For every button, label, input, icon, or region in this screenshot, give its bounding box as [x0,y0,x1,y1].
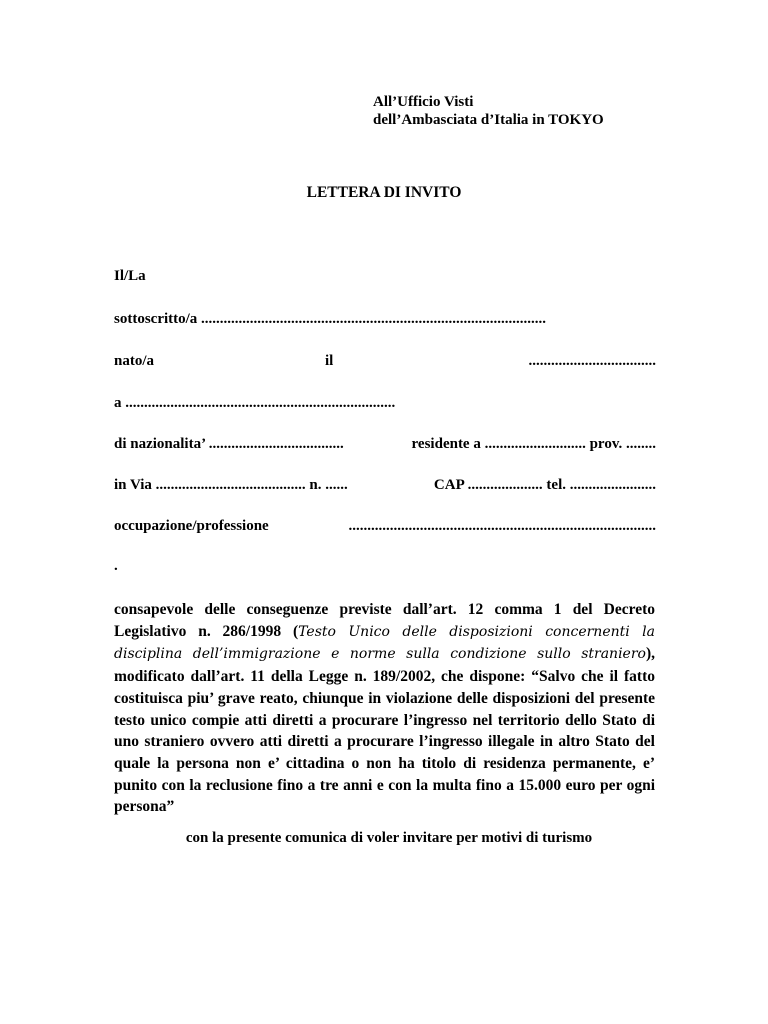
occupazione-dots: .................................................................................. [344,518,656,534]
recipient-line-2: dell’Ambasciata d’Italia in TOKYO [373,112,604,128]
via-field: in Via ........................................ n. ...... [114,477,348,493]
il-label: il [325,353,334,369]
a-field: a ........................................................................ [114,395,396,411]
nazionalita-row [114,436,656,453]
occupazione-label: occupazione/professione [114,518,269,534]
legal-paragraph [114,599,655,818]
via-row [114,477,656,494]
recipient-address [373,93,604,129]
residente-field: residente a ........................... prov. ........ [411,436,656,452]
nazionalita-field: di nazionalita’ .................................... [114,436,344,452]
document-title: LETTERA DI INVITO [306,184,462,201]
occupazione-row [114,518,656,535]
nato-dots: .................................. [528,353,656,369]
closing-statement: con la presente comunica di voler invitare per motivi di turismo [185,830,593,846]
nato-label: nato/a [114,353,155,369]
separator-dot: . [114,558,118,574]
legal-paragraph-italic: Testo Unico delle disposizioni concernenti la disciplina dell’immigrazione e norme sulla condizione sullo straniero [114,623,655,663]
legal-paragraph-part-1: consapevole delle conseguenze previste dall’art. 12 comma 1 del Decreto Legislativo n. 286/1998 ( [114,601,655,640]
cap-tel-field: CAP .................... tel. ....................... [433,477,656,493]
il-la-label: Il/La [114,268,146,284]
recipient-line-1: All’Ufficio Visti [373,94,474,110]
sottoscritto-field: sottoscritto/a ............................................................................................ [114,311,547,327]
legal-paragraph-part-2: ), modificato dall’art. 11 della Legge n. 189/2002, che dispone: “Salvo che il fatto costituisca piu’ grave reato, chiunque in violazione delle disposizioni del presente testo unico compie atti diretti a procurare l’ingresso nel territorio dello Stato di uno straniero ovvero atti diretti a procurare l’ingresso illegale in altro Stato del quale la persona non e’ cittadina o non ha titolo di residenza permanente, e’ punito con la reclusione fino a tre anni e con la multa fino a 15.000 euro per ogni persona” [114,645,655,816]
nato-row [114,353,656,370]
